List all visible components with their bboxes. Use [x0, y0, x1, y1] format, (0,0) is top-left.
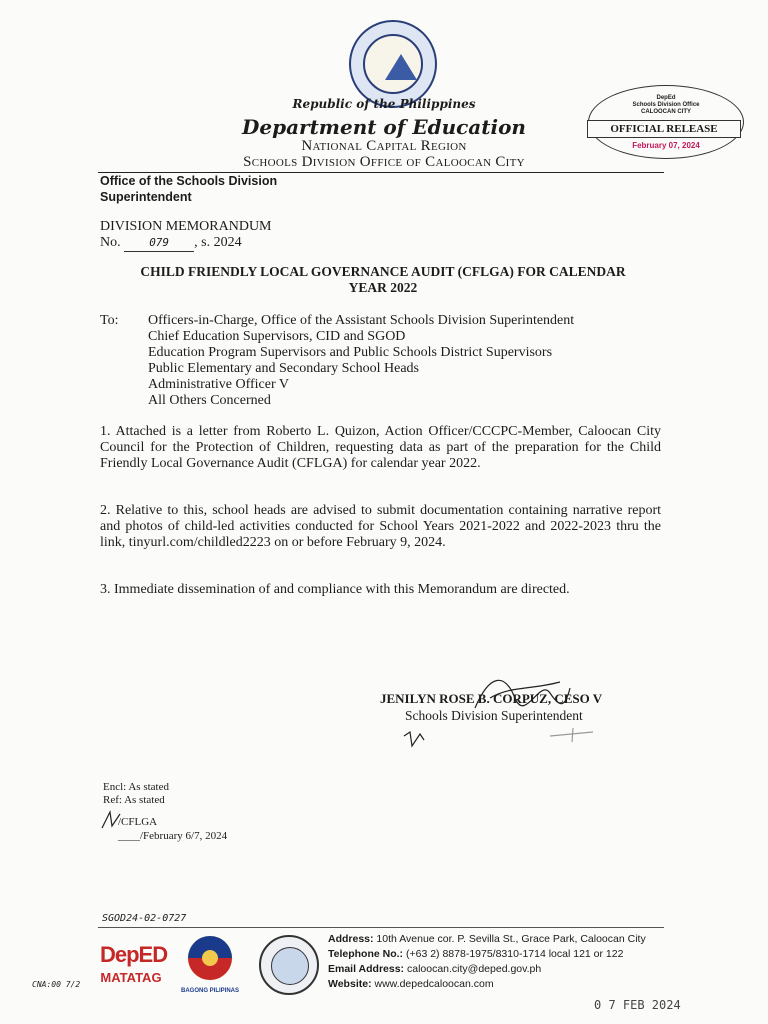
initial-mark — [548, 724, 598, 744]
website-line: Website: www.depedcaloocan.com — [328, 978, 494, 990]
address-line: Address: 10th Avenue cor. P. Sevilla St., Grace Park, Caloocan City — [328, 933, 646, 945]
contact-block — [328, 932, 646, 992]
enclosures: Encl: As stated Ref: As stated — [103, 781, 169, 806]
department-heading: Department of Education — [242, 115, 526, 139]
deped-matatag-logo: DepED MATATAG — [100, 942, 168, 985]
bagong-pilipinas-logo: BAGONG PILIPINAS — [175, 930, 245, 991]
recipients-label: To: — [100, 313, 119, 328]
handwritten-reference: SGOD24-02-0727 — [102, 913, 187, 924]
signatory-title: Schools Division Superintendent — [405, 708, 583, 723]
stamp-date: February 07, 2024 — [632, 141, 700, 150]
footer-divider — [98, 927, 664, 928]
margin-note: CNA:00 7/2 — [32, 980, 81, 989]
memo-subject: CHILD FRIENDLY LOCAL GOVERNANCE AUDIT (CFLGA) FOR CALENDAR YEAR 2022 — [140, 264, 626, 295]
list-item: Education Program Supervisors and Public Schools District Supervisors — [148, 345, 553, 360]
memo-number: 079 — [124, 235, 194, 252]
division-office-heading: Schools Division Office of Caloocan City — [243, 154, 525, 170]
memo-type: DIVISION MEMORANDUM — [100, 219, 272, 234]
initial-mark — [400, 728, 440, 753]
list-item: All Others Concerned — [148, 393, 271, 408]
email-line: Email Address: caloocan.city@deped.gov.ph — [328, 963, 542, 975]
list-item: Public Elementary and Secondary School Heads — [148, 361, 419, 376]
stamp-label: OFFICIAL RELEASE — [587, 120, 741, 138]
received-date-stamp: 0 7 FEB 2024 — [594, 998, 681, 1012]
recipients-list — [148, 313, 574, 409]
list-item: Chief Education Supervisors, CID and SGOD — [148, 329, 406, 344]
official-release-stamp: DepEd Schools Division Office CALOOCAN CITY OFFICIAL RELEASE February 07, 2024 — [588, 85, 744, 159]
phone-line: Telephone No.: (+63 2) 8878-1975/8310-1714 local 121 or 122 — [328, 948, 624, 960]
deped-seal-logo — [349, 20, 437, 108]
list-item: Officers-in-Charge, Office of the Assistant Schools Division Superintendent — [148, 313, 575, 328]
paragraph-3: 3. Immediate dissemination of and compliance with this Memorandum are directed. — [100, 582, 570, 597]
sdo-caloocan-seal — [259, 935, 319, 995]
signatory-name: JENILYN ROSE B. CORPUZ, CESO V — [380, 691, 603, 706]
office-name: Office of the Schools Division Superintendent — [100, 174, 278, 204]
list-item: Administrative Officer V — [148, 377, 290, 392]
region-heading: National Capital Region — [301, 138, 467, 154]
memo-number-block: DIVISION MEMORANDUM No. 079 , s. 2024 — [100, 219, 272, 250]
republic-heading: Republic of the Philippines — [292, 97, 476, 111]
reference-initials: /CFLGA ____/February 6/7, 2024 — [118, 816, 228, 842]
paragraph-1: 1. Attached is a letter from Roberto L. Quizon, Action Officer/CCCPC-Member, Caloocan City Council for the Protection of Children, requesting data as part of the preparation for the Child Friendly Local Governance Audit (CFLGA) for calendar year 2022. — [100, 424, 661, 471]
paragraph-2: 2. Relative to this, school heads are advised to submit documentation containing narrative report and photos of child-led activities conducted for School Years 2021-2022 and 2022-2023 thru the link, tinyurl.com/childled2223 on or before February 9, 2024. — [100, 503, 661, 550]
